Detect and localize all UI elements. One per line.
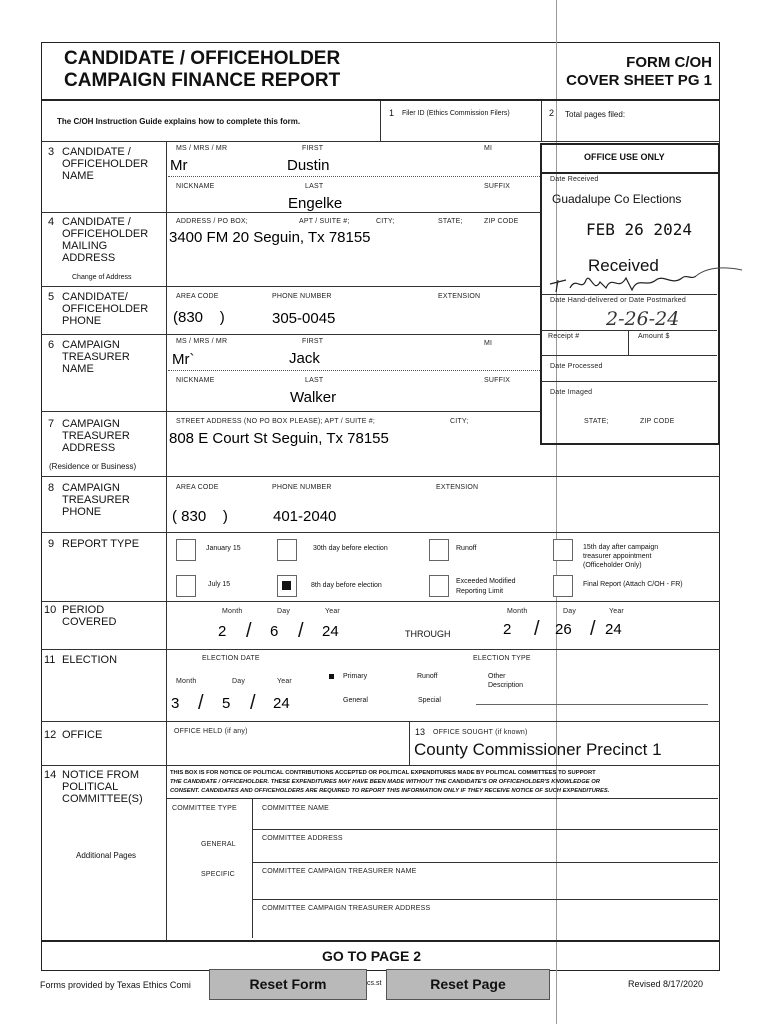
s6-nickname-label: NICKNAME (176, 377, 215, 384)
general-label: General (343, 697, 368, 704)
15th-day-label-3: (Officeholder Only) (583, 562, 642, 569)
revised-date: Revised 8/17/2020 (628, 979, 704, 989)
filer-id-label: Filer ID (Ethics Commission Filers) (402, 110, 510, 117)
jul15-label: July 15 (208, 581, 231, 588)
s14-num: 14 (44, 769, 57, 781)
form-id-line1: FORM C/OH (626, 54, 712, 71)
jan15-checkbox[interactable] (176, 539, 196, 561)
specific-type-label: SPECIFIC (201, 871, 235, 878)
s6-first-label: FIRST (302, 338, 324, 345)
election-type-label: ELECTION TYPE (473, 655, 531, 662)
final-report-label: Final Report (Attach C/OH - FR) (583, 581, 683, 588)
s3-first-label: FIRST (302, 145, 324, 152)
s4-address-label: ADDRESS / PO BOX; (176, 218, 248, 225)
s10-label-1: PERIOD (62, 604, 105, 616)
8th-day-label: 8th day before election (311, 582, 382, 589)
special-label: Special (418, 697, 441, 704)
receipt-label: Receipt # (548, 333, 580, 340)
imaged-label: Date Imaged (550, 389, 593, 396)
s8-area[interactable]: ( 830 ) (172, 508, 228, 525)
office-held-label: OFFICE HELD (if any) (174, 728, 248, 735)
election-date-label: ELECTION DATE (202, 655, 260, 662)
s3-last[interactable]: Engelke (288, 195, 343, 212)
s12-num: 12 (44, 729, 57, 741)
hand-delivered-label: Date Hand-delivered or Date Postmarked (550, 297, 686, 304)
exceeded-label-2: Reporting Limit (456, 588, 504, 595)
other-label-1: Other (488, 673, 506, 680)
election-day-label: Day (232, 678, 246, 685)
runoff-checkbox[interactable] (429, 539, 449, 561)
s5-phone[interactable]: 305-0045 (272, 310, 336, 327)
s7-city-label: CITY; (450, 418, 469, 425)
s10-label-2: COVERED (62, 616, 117, 628)
total-pages-label: Total pages filed: (565, 110, 626, 119)
to-year-label: Year (609, 608, 624, 615)
s9-label: REPORT TYPE (62, 538, 140, 550)
to-month-label: Month (507, 608, 528, 615)
election-day[interactable]: 5 (222, 695, 231, 712)
processed-label: Date Processed (550, 363, 603, 370)
s3-prefix-label: MS / MRS / MR (176, 145, 228, 152)
election-month[interactable]: 3 (171, 695, 180, 712)
committee-address-label: COMMITTEE ADDRESS (262, 835, 343, 842)
exceeded-checkbox[interactable] (429, 575, 449, 597)
primary-label: Primary (343, 673, 368, 680)
s5-label-1: CANDIDATE/ (62, 291, 128, 303)
stamp-date: FEB 26 2024 (586, 220, 692, 239)
from-month-label: Month (222, 608, 243, 615)
s11-num: 11 (44, 654, 56, 666)
s4-num: 4 (48, 216, 55, 228)
forms-provided-note: Forms provided by Texas Ethics Comi (40, 980, 191, 990)
s8-label-2: TREASURER (62, 494, 130, 506)
from-day[interactable]: 6 (270, 623, 279, 640)
8th-day-checkbox[interactable] (277, 575, 297, 597)
s4-city-label: CITY; (376, 218, 395, 225)
s7-address[interactable]: 808 E Court St Seguin, Tx 78155 (169, 430, 389, 447)
amount-label: Amount $ (638, 333, 670, 340)
s7-sub: (Residence or Business) (49, 462, 137, 471)
exceeded-label-1: Exceeded Modified (456, 578, 516, 585)
s4-label-3: MAILING (62, 240, 108, 252)
notice-line-3: CONSENT. CANDIDATES AND OFFICEHOLDERS ARE REQUIRED TO REPORT THIS INFORMATION ONLY IF THEY RECEIVE NOTICE OF SUCH EXPENDITURES. (170, 788, 610, 794)
title-line1: CANDIDATE / OFFICEHOLDER (64, 48, 341, 69)
reset-page-button[interactable]: Reset Page (386, 969, 550, 1000)
s4-zip-label: ZIP CODE (484, 218, 519, 225)
s4-label-2: OFFICEHOLDER (62, 228, 149, 240)
s6-last-label: LAST (305, 377, 324, 384)
to-month[interactable]: 2 (503, 621, 512, 638)
s6-suffix-label: SUFFIX (484, 377, 511, 384)
stamp-received: Received (588, 256, 659, 275)
office-sought-label: OFFICE SOUGHT (if known) (433, 729, 528, 736)
s4-apt-label: APT / SUITE #; (299, 218, 350, 225)
s6-mi-label: MI (484, 340, 493, 347)
runoff-type-label: Runoff (417, 673, 438, 680)
s7-street-label: STREET ADDRESS (NO PO BOX PLEASE); APT / SUITE #; (176, 418, 375, 425)
30th-day-label: 30th day before election (313, 545, 388, 552)
final-report-checkbox[interactable] (553, 575, 573, 597)
s8-phone-label: PHONE NUMBER (272, 484, 332, 491)
from-year[interactable]: 24 (322, 623, 339, 640)
s14-label-1: NOTICE FROM (62, 769, 139, 781)
to-year[interactable]: 24 (605, 621, 622, 638)
s6-prefix-label: MS / MRS / MR (176, 338, 228, 345)
go-to-page-2: GO TO PAGE 2 (322, 948, 422, 964)
s6-first[interactable]: Jack (289, 350, 320, 367)
15th-day-checkbox[interactable] (553, 539, 573, 561)
through-label: THROUGH (405, 629, 451, 639)
s5-area[interactable]: (830 ) (173, 309, 225, 326)
office-sought[interactable]: County Commissioner Precinct 1 (414, 740, 662, 759)
s7-zip-label: ZIP CODE (640, 418, 675, 425)
election-year[interactable]: 24 (273, 695, 290, 712)
s6-num: 6 (48, 339, 55, 351)
committee-treasurer-address-label: COMMITTEE CAMPAIGN TREASURER ADDRESS (262, 905, 431, 912)
s12-label: OFFICE (62, 729, 103, 741)
s3-prefix[interactable]: Mr (170, 157, 188, 174)
s7-label-3: ADDRESS (62, 442, 116, 454)
s7-label-1: CAMPAIGN (62, 418, 120, 430)
s8-area-label: AREA CODE (176, 484, 219, 491)
primary-radio[interactable] (329, 674, 334, 679)
election-month-label: Month (176, 678, 197, 685)
s7-num: 7 (48, 418, 55, 430)
s5-phone-label: PHONE NUMBER (272, 293, 332, 300)
from-day-label: Day (277, 608, 291, 615)
s3-label-3: NAME (62, 170, 94, 182)
date-slash: / (534, 618, 540, 640)
s3-num: 3 (48, 146, 55, 158)
s3-last-label: LAST (305, 183, 324, 190)
notice-line-2: THE CANDIDATE / OFFICEHOLDER. THESE EXPENDITURES MAY HAVE BEEN MADE WITHOUT THE CANDIDATE'S OR OFFICEHOLDER'S KNOWLEDGE OR (170, 779, 600, 785)
office-use-title: OFFICE USE ONLY (584, 152, 665, 162)
s3-suffix-label: SUFFIX (484, 183, 511, 190)
filer-id-num: 1 (389, 108, 395, 118)
additional-pages-link[interactable]: Additional Pages (76, 851, 137, 860)
s6-prefix[interactable]: Mr` (172, 351, 195, 368)
change-of-address[interactable]: Change of Address (72, 274, 132, 281)
s6-label-2: TREASURER (62, 351, 130, 363)
s13-num: 13 (415, 727, 426, 737)
s4-address[interactable]: 3400 FM 20 Seguin, Tx 78155 (169, 229, 371, 246)
s8-num: 8 (48, 482, 55, 494)
s10-num: 10 (44, 604, 57, 616)
instruction-note: The C/OH Instruction Guide explains how to complete this form. (57, 117, 301, 126)
signature-image (546, 258, 746, 298)
s6-label-1: CAMPAIGN (62, 339, 120, 351)
title-line2: CAMPAIGN FINANCE REPORT (64, 70, 341, 91)
s5-label-2: OFFICEHOLDER (62, 303, 149, 315)
election-year-label: Year (277, 678, 292, 685)
15th-day-label-2: treasurer appointment (583, 553, 652, 560)
committee-name-label: COMMITTEE NAME (262, 805, 329, 812)
s6-label-3: NAME (62, 363, 94, 375)
s6-last[interactable]: Walker (290, 389, 337, 406)
form-id-line2: COVER SHEET PG 1 (566, 72, 712, 89)
reset-form-button[interactable]: Reset Form (209, 969, 367, 1000)
from-month[interactable]: 2 (218, 623, 227, 640)
s8-label-3: PHONE (62, 506, 102, 518)
s5-num: 5 (48, 291, 55, 303)
s3-nickname-label: NICKNAME (176, 183, 215, 190)
hand-date: 2-26-24 (606, 308, 680, 330)
15th-day-label-1: 15th day after campaign (583, 544, 659, 551)
jan15-label: January 15 (206, 545, 241, 552)
s3-first[interactable]: Dustin (287, 157, 330, 174)
date-slash: / (298, 620, 304, 642)
s7-state-label: STATE; (584, 418, 609, 425)
stamp-office: Guadalupe Co Elections (552, 192, 682, 206)
s9-num: 9 (48, 538, 55, 550)
s14-label-2: POLITICAL (62, 781, 119, 793)
committee-type-label: COMMITTEE TYPE (172, 805, 237, 812)
30th-day-checkbox[interactable] (277, 539, 297, 561)
to-day[interactable]: 26 (555, 621, 572, 638)
s5-area-label: AREA CODE (176, 293, 219, 300)
s5-label-3: PHONE (62, 315, 102, 327)
s8-label-1: CAMPAIGN (62, 482, 120, 494)
date-slash: / (198, 692, 204, 714)
s4-state-label: STATE; (438, 218, 463, 225)
other-label-2: Description (488, 682, 524, 689)
from-year-label: Year (325, 608, 340, 615)
jul15-checkbox[interactable] (176, 575, 196, 597)
s14-label-3: COMMITTEE(S) (62, 793, 143, 805)
s11-label: ELECTION (62, 654, 118, 666)
date-slash: / (250, 692, 256, 714)
forms-provided-tail: cs.st (367, 980, 382, 987)
notice-line-1: THIS BOX IS FOR NOTICE OF POLITICAL CONTRIBUTIONS ACCEPTED OR POLITICAL EXPENDITURES MADE BY POLITICAL COMMITTEES TO SUPPORT (170, 770, 596, 776)
runoff-label: Runoff (456, 545, 477, 552)
s3-label-1: CANDIDATE / (62, 146, 131, 158)
date-received-label: Date Received (550, 176, 599, 183)
s8-ext-label: EXTENSION (436, 484, 479, 491)
s3-label-2: OFFICEHOLDER (62, 158, 149, 170)
general-type-label: GENERAL (201, 841, 236, 848)
s3-mi-label: MI (484, 145, 493, 152)
date-slash: / (246, 620, 252, 642)
to-day-label: Day (563, 608, 577, 615)
s5-ext-label: EXTENSION (438, 293, 481, 300)
s8-phone[interactable]: 401-2040 (273, 508, 337, 525)
s4-label-4: ADDRESS (62, 252, 116, 264)
total-pages-num: 2 (549, 108, 555, 118)
s4-label-1: CANDIDATE / (62, 216, 131, 228)
date-slash: / (590, 618, 596, 640)
s7-label-2: TREASURER (62, 430, 130, 442)
committee-treasurer-name-label: COMMITTEE CAMPAIGN TREASURER NAME (262, 868, 417, 875)
